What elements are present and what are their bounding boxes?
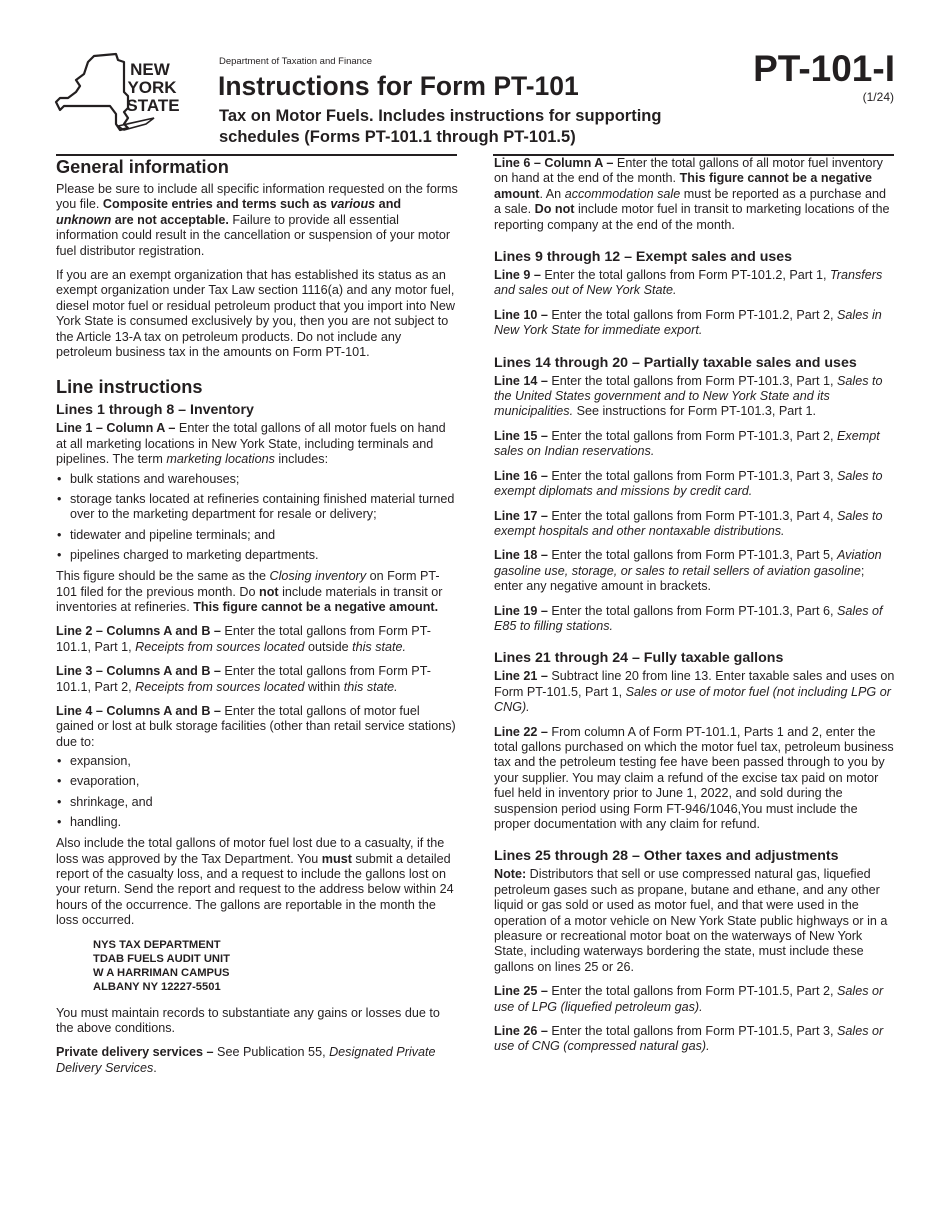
list-item: • shrinkage, and: [56, 795, 459, 810]
lines-14-20-heading: Lines 14 through 20 – Partially taxable sales and uses: [494, 354, 857, 371]
revision-date: (1/24): [862, 90, 894, 104]
line-2-text: Line 2 – Columns A and B – Enter the total gallons from Form PT-101.1, Part 1, Receipts from sources located outside this state.: [56, 624, 431, 654]
line-26-text: Line 26 – Enter the total gallons from Form PT-101.5, Part 3, Sales or use of CNG (compressed natural gas).: [494, 1024, 884, 1054]
svg-text:STATE: STATE: [126, 96, 180, 115]
list-item: • storage tanks located at refineries containing finished material turned over to the marketing department for resale or delivery;: [56, 492, 459, 523]
private-delivery-paragraph: Private delivery services – See Publication 55, Designated Private Delivery Services.: [56, 1045, 436, 1075]
line-16-text: Line 16 – Enter the total gallons from Form PT-101.3, Part 3, Sales to exempt diplomats and missions by credit card.: [494, 468, 883, 499]
lines-9-12-heading: Lines 9 through 12 – Exempt sales and uses: [494, 249, 793, 266]
address-line: TDAB FUELS AUDIT UNIT: [93, 952, 230, 965]
lines-21-24-heading: Lines 21 through 24 – Fully taxable gallons: [494, 650, 784, 667]
line-1-closing-note: This figure should be the same as the Closing inventory on Form PT-101 filed for the previous month. Do not include materials in transit or inventories at refineries. This figure cannot be a negative amount.: [56, 569, 443, 614]
line-1-text: Line 1 – Column A – Enter the total gallons of all motor fuels on hand at all marketing locations in New York State, including terminals and pipelines. The term marketing locations includes:: [56, 421, 446, 467]
general-paragraph-2: If you are an exempt organization that has established its status as an exempt organization under Tax Law section 1116(a) and any motor fuel, diesel motor fuel or residual petroleum product that you import into New York State is consumed exclusively by you, then you are not subject to the Article 13-A tax on petroleum products. Do not include any petroleum business tax in the amounts on Form PT-101.: [56, 268, 455, 360]
document-title: Instructions for Form PT-101: [218, 71, 579, 101]
line-18-text: Line 18 – Enter the total gallons from Form PT-101.3, Part 5, Aviation gasoline use, storage, or sales to retail sellers of aviation gasoline; enter any negative amount in brackets.: [494, 548, 882, 594]
casualty-loss-paragraph: Also include the total gallons of motor fuel lost due to a casualty, if the loss was approved by the Tax Department. You must submit a detailed report of the casualty loss, and a request to include the gallons lost on your return. Send the report and request to the address below within 24 hours of the occurrence. The gallons are reportable in the month the loss occurred.: [56, 836, 454, 928]
line-22-text: Line 22 – From column A of Form PT-101.1, Parts 1 and 2, enter the total gallons purchased on which the motor fuel tax, petroleum business tax and the petroleum testing fee have been passed through to you by your supplier. You may claim a refund of the excise tax paid on motor fuel held in inventory prior to June 1, 2022, and sold during the suspension period using Form FT-946/1046,You must include the proper documentation with any claim for refund.: [494, 724, 894, 831]
list-item: • tidewater and pipeline terminals; and: [56, 528, 459, 543]
lines-1-8-heading: Lines 1 through 8 – Inventory: [56, 402, 254, 419]
address-line: ALBANY NY 12227-5501: [93, 980, 221, 993]
svg-text:YORK: YORK: [127, 78, 177, 97]
address-line: NYS TAX DEPARTMENT: [93, 938, 221, 951]
list-item: • expansion,: [56, 754, 459, 769]
list-item: • evaporation,: [56, 774, 459, 789]
department-name: Department of Taxation and Finance: [219, 56, 372, 67]
address-line: W A HARRIMAN CAMPUS: [93, 966, 230, 979]
line-3-text: Line 3 – Columns A and B – Enter the total gallons from Form PT-101.1, Part 2, Receipts from sources located within this state.: [56, 664, 431, 694]
line-19-text: Line 19 – Enter the total gallons from Form PT-101.3, Part 6, Sales of E85 to filling stations.: [494, 603, 883, 633]
list-item: • handling.: [56, 815, 459, 830]
line-4-text: Line 4 – Columns A and B – Enter the total gallons of motor fuel gained or lost at bulk storage facilities (other than retail service stations) due to:: [56, 703, 456, 749]
note-paragraph: Note: Distributors that sell or use compressed natural gas, liquefied petroleum gases such as propane, butane and ethane, and any other liquid or gas sold or used as motor fuel, and that were used in the operation of a motor vehicle on New York State public highways or in a pleasure or recreational motor boat on the waterways of New York State, including waterways bordering the state, must include these gallons on lines 25 or 26.: [494, 867, 888, 974]
line-25-text: Line 25 – Enter the total gallons from Form PT-101.5, Part 2, Sales or use of LPG (liquefied petroleum gas).: [494, 984, 884, 1014]
left-column: [56, 156, 459, 1085]
general-paragraph-1: Please be sure to include all specific information requested on the forms you file. Composite entries and terms such as various and unknown are not acceptable. Failure to provide all essential information could result in the cancellation or suspension of your motor fuel distributor registration.: [56, 182, 458, 258]
gain-loss-causes-list: [56, 754, 459, 830]
line-14-text: Line 14 – Enter the total gallons from Form PT-101.3, Part 1, Sales to the United States government and to New York State and its municipalities. See instructions for Form PT-101.3, Part 1.: [494, 373, 883, 419]
marketing-locations-list: [56, 472, 459, 563]
right-column: [494, 156, 896, 1064]
state-outline-icon: [54, 52, 186, 134]
svg-text:NEW: NEW: [130, 60, 170, 79]
lines-25-28-heading: Lines 25 through 28 – Other taxes and adjustments: [494, 848, 839, 865]
line-15-text: Line 15 – Enter the total gallons from Form PT-101.3, Part 2, Exempt sales on Indian reservations.: [494, 428, 880, 459]
line-10-text: Line 10 – Enter the total gallons from Form PT-101.2, Part 2, Sales in New York State for immediate export.: [494, 307, 882, 338]
list-item: • bulk stations and warehouses;: [56, 472, 459, 487]
new-york-state-logo: [54, 52, 186, 134]
line-6-text: Line 6 – Column A – Enter the total gallons of all motor fuel inventory on hand at the end of the month. This figure cannot be a negative amount. An accommodation sale must be reported as a purchase and a sale. Do not include motor fuel in transit to marketing locations of the reporting company at the end of the month.: [494, 156, 890, 232]
line-instructions-heading: Line instructions: [56, 377, 203, 398]
form-id: PT-101-I: [753, 48, 895, 89]
mailing-address: [93, 938, 459, 994]
line-17-text: Line 17 – Enter the total gallons from Form PT-101.3, Part 4, Sales to exempt hospitals and other nontaxable distributions.: [494, 508, 883, 538]
line-21-text: Line 21 – Subtract line 20 from line 13. Enter taxable sales and uses on Form PT-101.5, Part 1, Sales or use of motor fuel (not including LPG or CNG).: [494, 669, 895, 715]
records-paragraph: You must maintain records to substantiate any gains or losses due to the above conditions.: [56, 1005, 440, 1036]
list-item: • pipelines charged to marketing departments.: [56, 548, 459, 563]
document-subtitle: Tax on Motor Fuels. Includes instructions for supporting schedules (Forms PT-101.1 through PT-101.5): [219, 107, 662, 146]
line-9-text: Line 9 – Enter the total gallons from Form PT-101.2, Part 1, Transfers and sales out of New York State.: [494, 268, 883, 298]
general-information-heading: General information: [56, 157, 229, 177]
